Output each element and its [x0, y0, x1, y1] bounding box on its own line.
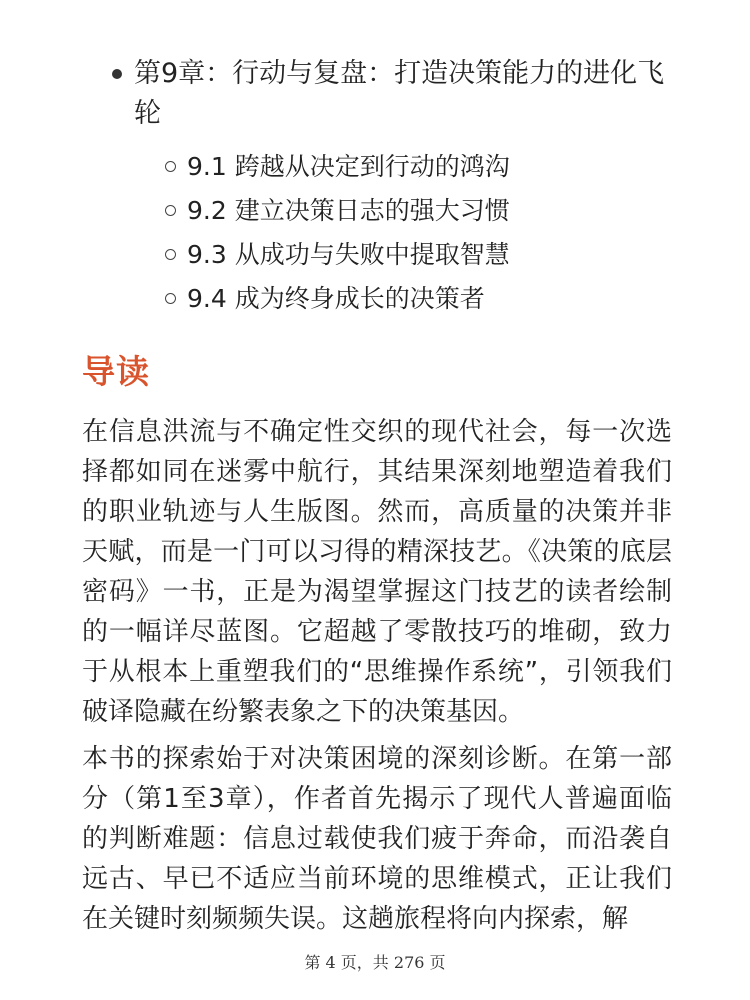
chapter-title: 第9章：行动与复盘：打造决策能力的进化飞轮 [134, 58, 665, 129]
section-label: 9.2 建立决策日志的强大习惯 [187, 196, 510, 225]
section-item [165, 189, 510, 233]
circle-bullet-icon [165, 205, 176, 216]
circle-bullet-icon [165, 293, 176, 304]
section-item [165, 277, 510, 321]
chapter-list-item [112, 54, 682, 134]
bullet-icon [112, 69, 122, 79]
body-paragraph: 本书的探索始于对决策困境的深刻诊断。在第一部分（第1至3章），作者首先揭示了现代人普遍面临的判断难题：信息过载使我们疲于奔命，而沿袭自远古、早已不适应当前环境的思维模式，正让我们在关键时刻频频失误。这趟旅程将向内探索，解 [82, 744, 672, 934]
section-item [165, 145, 510, 189]
circle-bullet-icon [165, 249, 176, 260]
section-label: 9.3 从成功与失败中提取智慧 [187, 240, 510, 269]
section-label: 9.1 跨越从决定到行动的鸿沟 [187, 152, 510, 181]
circle-bullet-icon [165, 161, 176, 172]
section-item [165, 233, 510, 277]
section-heading: 导读 [82, 352, 150, 391]
page-footer: 第 4 页，共 276 页 [304, 953, 446, 972]
section-label: 9.4 成为终身成长的决策者 [187, 284, 485, 313]
body-paragraph: 在信息洪流与不确定性交织的现代社会，每一次选择都如同在迷雾中航行，其结果深刻地塑造着我们的职业轨迹与人生版图。然而，高质量的决策并非天赋，而是一门可以习得的精深技艺。《决策的底层密码》一书，正是为渴望掌握这门技艺的读者绘制的一幅详尽蓝图。它超越了零散技巧的堆砌，致力于从根本上重塑我们的“思维操作系统”，引领我们破译隐藏在纷繁表象之下的决策基因。 [82, 417, 672, 727]
section-list [165, 145, 510, 321]
